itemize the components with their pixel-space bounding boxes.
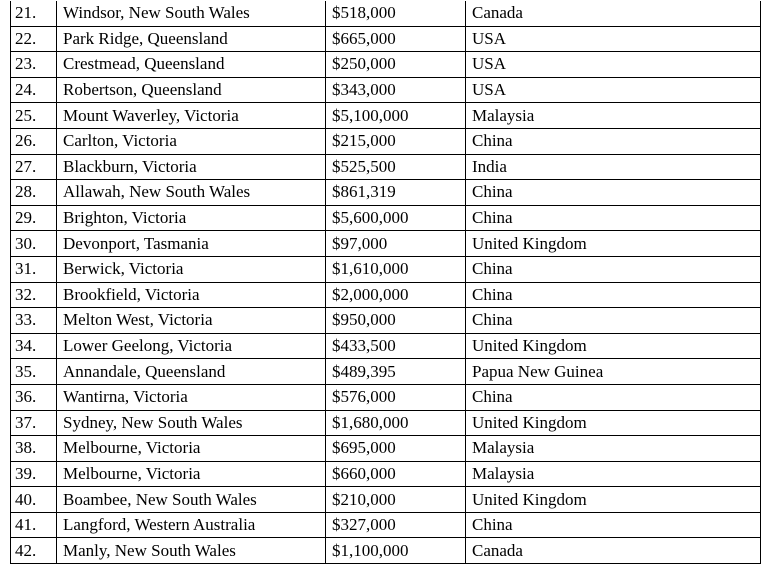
buyer-country-cell: USA [466,52,761,78]
row-number-cell: 41. [11,512,57,538]
price-cell: $2,000,000 [326,282,466,308]
location-cell: Carlton, Victoria [57,128,326,154]
buyer-country-cell: China [466,180,761,206]
location-cell: Boambee, New South Wales [57,487,326,513]
price-cell: $576,000 [326,384,466,410]
price-cell: $343,000 [326,77,466,103]
table-row [11,512,761,538]
buyer-country-cell: China [466,512,761,538]
table-row [11,52,761,78]
table-row [11,359,761,385]
row-number-cell: 39. [11,461,57,487]
table-row [11,384,761,410]
table-row [11,1,761,26]
table-row [11,308,761,334]
table-row [11,77,761,103]
price-cell: $97,000 [326,231,466,257]
price-cell: $861,319 [326,180,466,206]
buyer-country-cell: China [466,256,761,282]
location-cell: Robertson, Queensland [57,77,326,103]
row-number-cell: 32. [11,282,57,308]
row-number-cell: 21. [11,1,57,26]
price-cell: $327,000 [326,512,466,538]
location-cell: Mount Waverley, Victoria [57,103,326,129]
location-cell: Annandale, Queensland [57,359,326,385]
table-row [11,26,761,52]
buyer-country-cell: China [466,128,761,154]
buyer-country-cell: China [466,205,761,231]
table-row [11,461,761,487]
price-cell: $1,610,000 [326,256,466,282]
buyer-country-cell: China [466,282,761,308]
row-number-cell: 24. [11,77,57,103]
row-number-cell: 42. [11,538,57,564]
row-number-cell: 22. [11,26,57,52]
row-number-cell: 30. [11,231,57,257]
location-cell: Brighton, Victoria [57,205,326,231]
row-number-cell: 23. [11,52,57,78]
row-number-cell: 37. [11,410,57,436]
buyer-country-cell: Malaysia [466,436,761,462]
location-cell: Manly, New South Wales [57,538,326,564]
location-cell: Melbourne, Victoria [57,461,326,487]
buyer-country-cell: India [466,154,761,180]
price-cell: $665,000 [326,26,466,52]
row-number-cell: 33. [11,308,57,334]
buyer-country-cell: China [466,384,761,410]
price-cell: $5,600,000 [326,205,466,231]
buyer-country-cell: United Kingdom [466,410,761,436]
buyer-country-cell: United Kingdom [466,487,761,513]
buyer-country-cell: Canada [466,538,761,564]
table-row [11,333,761,359]
location-cell: Crestmead, Queensland [57,52,326,78]
price-cell: $250,000 [326,52,466,78]
price-cell: $489,395 [326,359,466,385]
price-cell: $210,000 [326,487,466,513]
location-cell: Sydney, New South Wales [57,410,326,436]
table-row [11,487,761,513]
table-row [11,410,761,436]
row-number-cell: 31. [11,256,57,282]
price-cell: $433,500 [326,333,466,359]
location-cell: Brookfield, Victoria [57,282,326,308]
location-cell: Berwick, Victoria [57,256,326,282]
table-row [11,256,761,282]
buyer-country-cell: United Kingdom [466,231,761,257]
price-cell: $695,000 [326,436,466,462]
price-cell: $525,500 [326,154,466,180]
row-number-cell: 27. [11,154,57,180]
price-cell: $5,100,000 [326,103,466,129]
row-number-cell: 29. [11,205,57,231]
property-table [10,1,761,564]
table-row [11,282,761,308]
price-cell: $518,000 [326,1,466,26]
table-row [11,180,761,206]
price-cell: $1,100,000 [326,538,466,564]
location-cell: Windsor, New South Wales [57,1,326,26]
table-row [11,103,761,129]
buyer-country-cell: Malaysia [466,461,761,487]
row-number-cell: 28. [11,180,57,206]
property-table-body [11,1,761,564]
table-row [11,231,761,257]
row-number-cell: 34. [11,333,57,359]
price-cell: $950,000 [326,308,466,334]
price-cell: $1,680,000 [326,410,466,436]
location-cell: Melbourne, Victoria [57,436,326,462]
location-cell: Langford, Western Australia [57,512,326,538]
location-cell: Blackburn, Victoria [57,154,326,180]
price-cell: $215,000 [326,128,466,154]
buyer-country-cell: China [466,308,761,334]
row-number-cell: 35. [11,359,57,385]
row-number-cell: 36. [11,384,57,410]
location-cell: Wantirna, Victoria [57,384,326,410]
location-cell: Devonport, Tasmania [57,231,326,257]
table-row [11,154,761,180]
row-number-cell: 40. [11,487,57,513]
buyer-country-cell: USA [466,77,761,103]
table-row [11,128,761,154]
buyer-country-cell: USA [466,26,761,52]
buyer-country-cell: United Kingdom [466,333,761,359]
buyer-country-cell: Canada [466,1,761,26]
row-number-cell: 25. [11,103,57,129]
table-row [11,538,761,564]
location-cell: Park Ridge, Queensland [57,26,326,52]
row-number-cell: 26. [11,128,57,154]
location-cell: Allawah, New South Wales [57,180,326,206]
table-row [11,436,761,462]
price-cell: $660,000 [326,461,466,487]
table-row [11,205,761,231]
buyer-country-cell: Papua New Guinea [466,359,761,385]
location-cell: Melton West, Victoria [57,308,326,334]
buyer-country-cell: Malaysia [466,103,761,129]
row-number-cell: 38. [11,436,57,462]
location-cell: Lower Geelong, Victoria [57,333,326,359]
